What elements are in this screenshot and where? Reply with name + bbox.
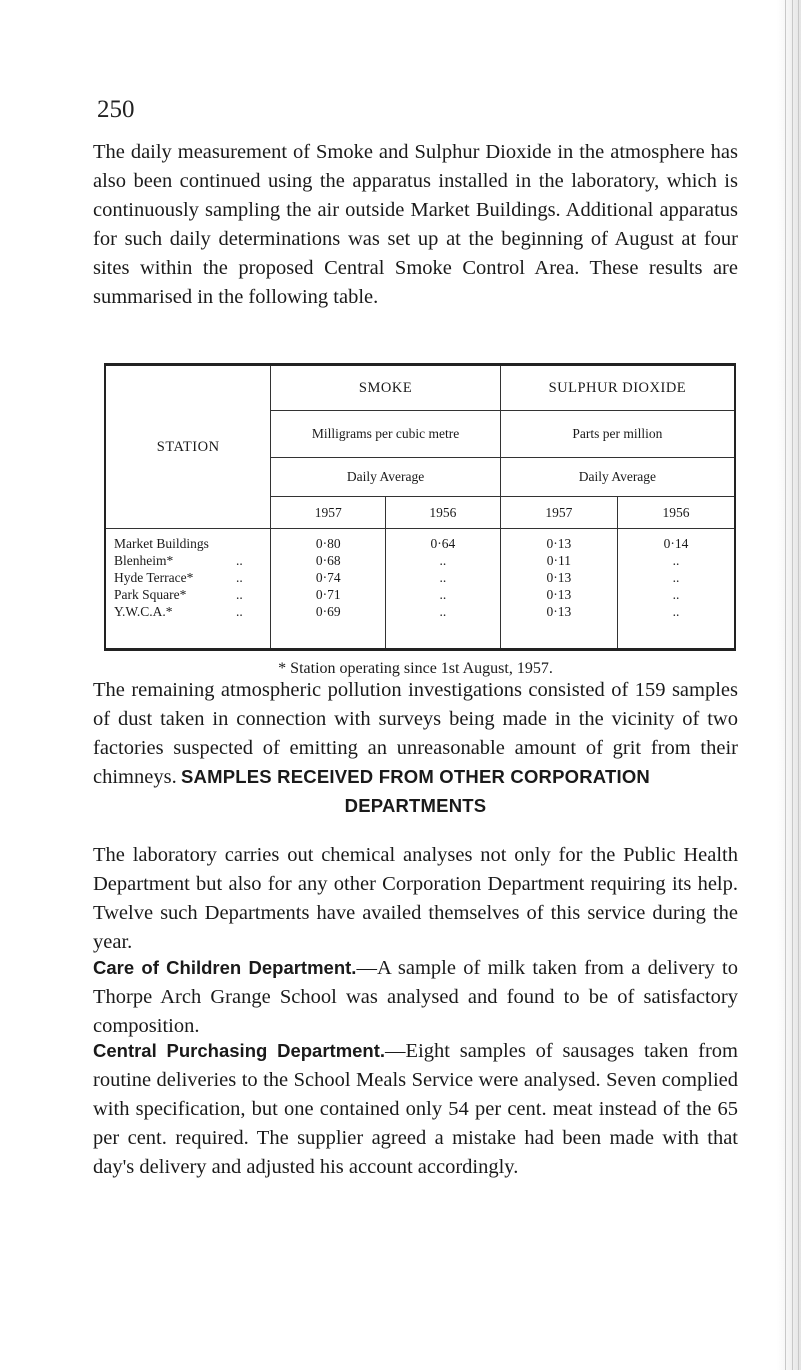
smoke-1957-values: 0·80 0·68 0·74 0·71 0·69	[271, 529, 386, 650]
station-row: Y.W.C.A.* ..	[114, 604, 243, 619]
smoke-sulphur-table	[104, 363, 736, 651]
year-so2-1957: 1957	[500, 497, 617, 529]
station-row: Market Buildings	[114, 536, 209, 551]
smoke-unit: Milligrams per cubic metre	[271, 411, 500, 458]
paragraph-smoke-measurement: The daily measurement of Smoke and Sulphur Dioxide in the atmosphere has also been continued using the apparatus installed in the laboratory, which is continuously sampling the air outside Market Buildings. Additional apparatus for such daily determinations was set up at the beginning of August at four sites within the proposed Central Smoke Control Area. These results are summarised in the following table.	[93, 141, 738, 308]
year-so2-1956: 1956	[618, 497, 735, 529]
table-footnote: * Station operating since 1st August, 1957.	[278, 660, 553, 677]
smoke-1956-values: 0·64 .. .. .. ..	[386, 529, 501, 650]
year-smoke-1956: 1956	[386, 497, 501, 529]
central-purchasing-heading: Central Purchasing Department.	[93, 1040, 386, 1061]
station-header: STATION	[156, 438, 220, 455]
smoke-daily-average: Daily Average	[271, 458, 500, 497]
section-heading	[93, 762, 738, 820]
so2-daily-average: Daily Average	[500, 458, 735, 497]
station-row: Blenheim* ..	[114, 553, 243, 568]
so2-header: SULPHUR DIOXIDE	[500, 365, 735, 411]
station-row: Hyde Terrace* ..	[114, 570, 243, 585]
care-of-children-heading: Care of Children Department.	[93, 957, 357, 978]
so2-1957-values: 0·13 0·11 0·13 0·13 0·13	[500, 529, 617, 650]
paragraph-dust-samples: The remaining atmospheric pollution investigations consisted of 159 samples of dust taken in connection with surveys being made in the vicinity of two factories suspected of emitting an unreasonable amount of grit from their chimneys.	[93, 679, 738, 788]
so2-1956-values: 0·14 .. .. .. ..	[618, 529, 735, 650]
paragraph-departments: The laboratory carries out chemical analyses not only for the Public Health Department but also for any other Corporation Department requiring its help. Twelve such Departments have availed themselves of this service during the year.	[93, 844, 738, 953]
year-smoke-1957: 1957	[271, 497, 386, 529]
care-of-children-text: —A sample of milk taken from a delivery to Thorpe Arch Grange School was analysed and found to be of satisfactory composition.	[93, 957, 738, 1037]
paragraph-care-of-children	[93, 953, 738, 1041]
station-row: Park Square* ..	[114, 587, 243, 602]
so2-unit: Parts per million	[500, 411, 735, 458]
page-number: 250	[97, 96, 135, 123]
station-list	[105, 529, 271, 650]
smoke-header: SMOKE	[271, 365, 500, 411]
section-heading-line-2: DEPARTMENTS	[344, 795, 487, 816]
central-purchasing-text: —Eight samples of sausages taken from routine deliveries to the School Meals Service were analysed. Seven complied with specification, but one contained only 54 per cent. meat instead of the 65 per cent. required. The supplier agreed a mistake had been made with that day's delivery and adjusted his account accordingly.	[93, 1040, 739, 1178]
section-heading-line-1: SAMPLES RECEIVED FROM OTHER CORPORATION	[181, 766, 650, 787]
page-edge-shadow	[777, 0, 801, 1370]
paragraph-central-purchasing	[93, 1036, 738, 1182]
